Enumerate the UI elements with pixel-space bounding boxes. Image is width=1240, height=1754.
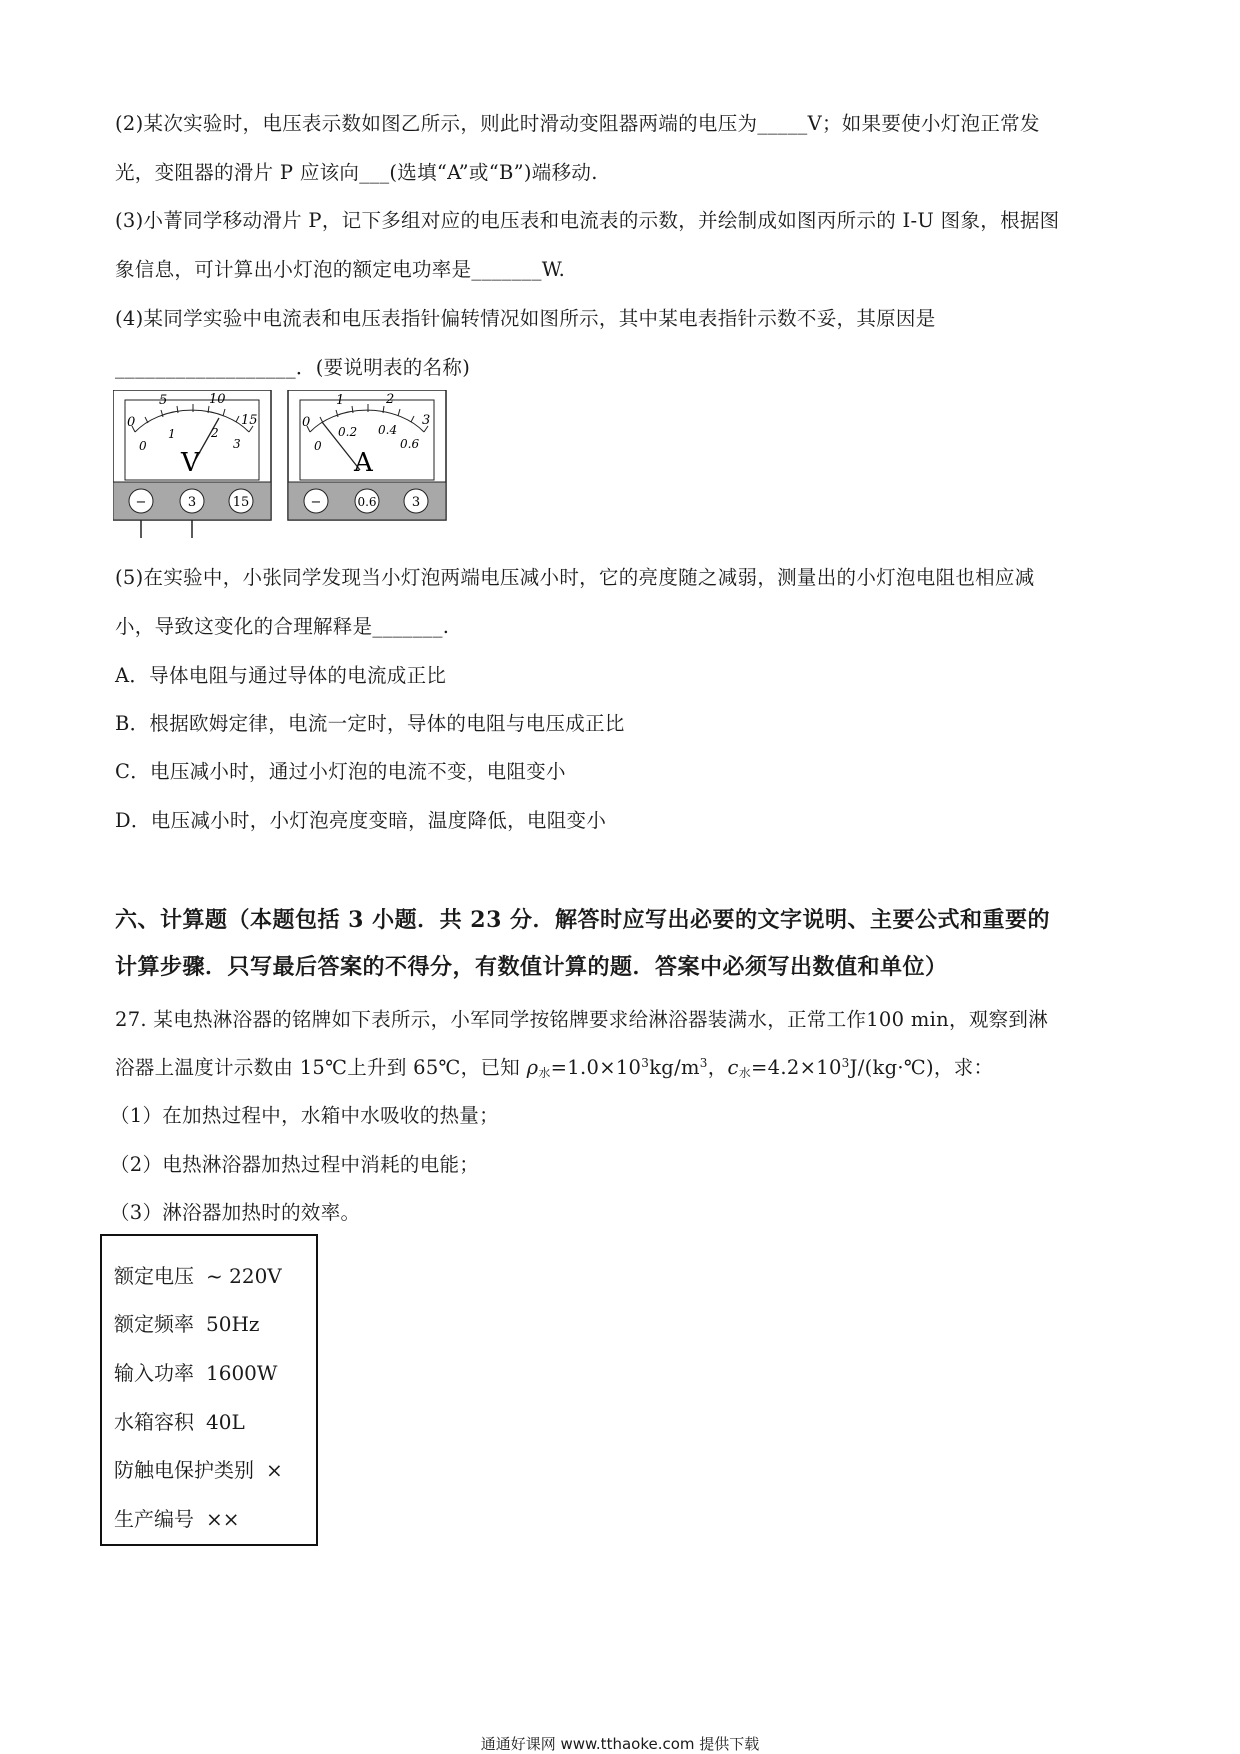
q2-line2: 光，变阻器的滑片 P 应该向___(选填“A”或“B”)端移动. [115, 161, 598, 184]
q5-option-b: B．根据欧姆定律，电流一定时，导体的电阻与电压成正比 [115, 712, 625, 735]
q3-line2: 象信息，可计算出小灯泡的额定电功率是_______W. [115, 258, 566, 281]
q5-option-d: D．电压减小时，小灯泡亮度变暗，温度降低，电阻变小 [115, 809, 607, 832]
q5-option-a: A．导体电阻与通过导体的电流成正比 [115, 664, 447, 687]
nameplate-row: 生产编号 ×× [114, 1507, 240, 1531]
a-bottom-02: 0.2 [338, 425, 358, 439]
a-terminal-06: 0.6 [357, 495, 377, 509]
a-top-0: 0 [302, 415, 311, 430]
ammeter-letter: A [354, 448, 373, 478]
ammeter [288, 390, 446, 520]
v-terminal-neg: − [135, 495, 147, 510]
q27-line2: 浴器上温度计示数由 15℃上升到 65℃，已知 ρ水$=1.0\times 10^3kg/m^3$，c水$=4.2\times 10^3J/(kg\cdot℃)$，求： [115, 1056, 994, 1080]
meters-figure [113, 390, 463, 540]
q27-sub3: （3）淋浴器加热时的效率。 [110, 1201, 361, 1224]
a-top-3: 3 [422, 413, 431, 428]
q5-line2: 小，导致这变化的合理解释是_______. [115, 615, 450, 638]
a-terminal-neg: − [310, 495, 322, 510]
a-top-1: 1 [336, 393, 345, 408]
nameplate-table [100, 1234, 318, 1546]
a-terminal-3: 3 [411, 495, 421, 510]
v-bottom-1: 1 [168, 427, 176, 441]
v-top-15: 15 [241, 413, 258, 428]
v-top-10: 10 [209, 392, 226, 407]
q4-line2: __________________．(要说明表的名称) [115, 356, 471, 379]
a-bottom-0: 0 [314, 439, 322, 453]
v-bottom-0: 0 [139, 439, 147, 453]
v-terminal-15: 15 [232, 495, 250, 510]
voltmeter-letter: V [181, 448, 200, 478]
page-footer: 通通好课网 www.tthaoke.com 提供下载 [480, 1735, 760, 1753]
q27-sub2: （2）电热淋浴器加热过程中消耗的电能； [110, 1153, 480, 1176]
v-bottom-3: 3 [233, 437, 241, 451]
q2-line1: (2)某次实验时，电压表示数如图乙所示，则此时滑动变阻器两端的电压为_____V；如果要使小灯泡正常发 [115, 112, 1040, 135]
v-top-0: 0 [127, 415, 136, 430]
q3-line1: (3)小菁同学移动滑片 P，记下多组对应的电压表和电流表的示数，并绘制成如图丙所示的 I-U 图象，根据图 [115, 209, 1060, 232]
q5-option-c: C．电压减小时，通过小灯泡的电流不变，电阻变小 [115, 760, 566, 783]
q4-line1: (4)某同学实验中电流表和电压表指针偏转情况如图所示，其中某电表指针示数不妥，其原因是 [115, 307, 936, 330]
a-bottom-04: 0.4 [378, 423, 398, 437]
nameplate-row: 防触电保护类别 × [114, 1458, 283, 1482]
nameplate-row: 水箱容积 40L [114, 1410, 245, 1434]
v-terminal-3: 3 [187, 495, 197, 510]
nameplate-row: 额定频率 50Hz [114, 1312, 260, 1336]
q5-line1: (5)在实验中，小张同学发现当小灯泡两端电压减小时，它的亮度随之减弱，测量出的小灯泡电阻也相应减 [115, 566, 1035, 589]
section6-heading-line1: 六、计算题（本题包括 3 小题．共 23 分．解答时应写出必要的文字说明、主要公式和重要的 [115, 907, 1051, 933]
v-top-5: 5 [159, 393, 168, 408]
q27-sub1: （1）在加热过程中，水箱中水吸收的热量； [110, 1104, 499, 1127]
q27-line1: 27. 某电热淋浴器的铭牌如下表所示，小军同学按铭牌要求给淋浴器装满水，正常工作100 min，观察到淋 [115, 1008, 1049, 1031]
a-top-2: 2 [386, 392, 395, 407]
voltmeter [113, 390, 271, 538]
v-bottom-2: 2 [211, 426, 219, 440]
nameplate-row: 额定电压 ~ 220V [114, 1264, 282, 1288]
section6-heading-line2: 计算步骤．只写最后答案的不得分，有数值计算的题．答案中必须写出数值和单位） [115, 954, 948, 980]
nameplate-row: 输入功率 1600W [114, 1361, 278, 1385]
a-bottom-06: 0.6 [400, 437, 420, 451]
